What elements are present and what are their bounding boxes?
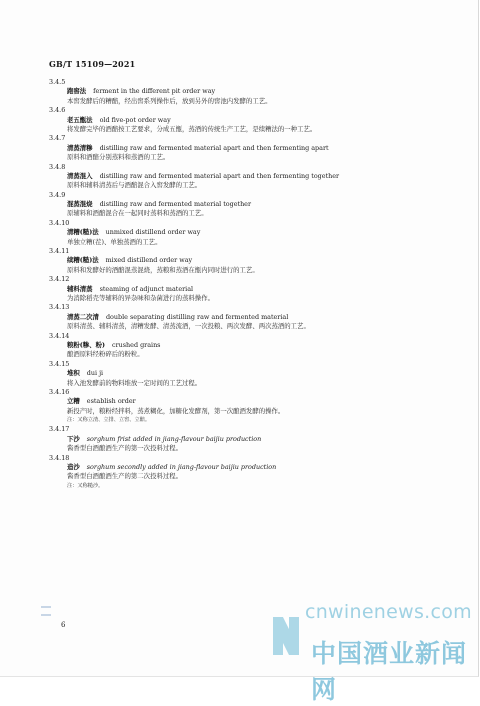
term-english: establish order <box>86 397 136 406</box>
term-chinese: 清蒸二次清 <box>67 312 99 321</box>
term-entry <box>49 247 449 275</box>
term-definition: 原料和发酵好的酒醅混蒸混烧，蒸粮和蒸酒在甑内同时进行的工艺。 <box>67 265 259 274</box>
clause-number: 3.4.10 <box>49 218 70 227</box>
term-definition: 原料和酒醅分别蒸料和蒸酒的工艺。 <box>67 153 170 162</box>
term-chinese: 辅料清蒸 <box>67 284 93 293</box>
term-definition: 原辅料和酒醅混合在一起同时蒸料和蒸酒的工艺。 <box>67 209 208 218</box>
term-english: sorghum secondly added in jiang-flavour baijiu production <box>86 463 277 472</box>
clause-number: 3.4.5 <box>49 78 66 86</box>
term-definition: 本窖发酵后的糟醅，经出窖系列操作后，放到另外的窖池内发酵的工艺。 <box>67 96 272 105</box>
clause-number: 3.4.18 <box>49 453 70 462</box>
term-note: 注：又称糙沙。 <box>67 482 104 489</box>
clause-number: 3.4.13 <box>49 303 70 312</box>
term-definition: 原料清蒸、辅料清蒸，清糟发酵、清蒸流酒，一次投粮、两次发酵、两次蒸酒的工艺。 <box>67 322 310 331</box>
term-entry <box>49 360 449 388</box>
term-chinese: 堆积 <box>67 369 80 378</box>
term-chinese: 造沙 <box>67 463 80 472</box>
term-entry <box>49 303 449 331</box>
term-english: double separating distilling raw and fermented material <box>105 312 289 321</box>
term-chinese: 清蒸混入 <box>67 171 93 180</box>
watermark-url: cnwinenews.com <box>304 601 472 623</box>
page-number: 6 <box>61 621 66 629</box>
term-chinese: 立糟 <box>67 397 80 406</box>
term-chinese: 续糟(糙)法 <box>67 256 99 265</box>
term-chinese: 清糟(糙)法 <box>67 228 99 237</box>
term-english: dui ji <box>86 369 104 378</box>
term-english: steaming of adjunct material <box>99 284 194 293</box>
watermark-logo-icon <box>269 613 303 659</box>
term-entry <box>49 275 449 303</box>
margin-mark <box>41 606 51 616</box>
term-entry <box>49 134 449 162</box>
clause-number: 3.4.15 <box>49 359 70 368</box>
term-definition: 单独立糟(茬)、单独蒸酒的工艺。 <box>67 237 162 246</box>
term-chinese: 跑窖法 <box>67 87 87 96</box>
term-entry <box>49 388 449 426</box>
term-english: distilling raw and fermented material apart and then fermenting together <box>99 171 340 180</box>
clause-number: 3.4.11 <box>49 247 70 256</box>
clause-number: 3.4.9 <box>49 190 66 199</box>
term-entry <box>49 191 449 219</box>
term-english: old five-pot order way <box>99 115 171 124</box>
clause-number: 3.4.7 <box>49 134 66 143</box>
watermark-site-name: 中国酒业新闻网 <box>311 639 468 704</box>
term-definition: 酱香型白酒酿酒生产的第二次投料过程。 <box>67 472 183 481</box>
term-english: unmixed distillend order way <box>105 228 201 237</box>
term-definition: 为消除稻壳等辅料的异杂味和杂菌进行的蒸料操作。 <box>67 293 214 302</box>
clause-number: 3.4.6 <box>49 106 66 115</box>
term-entry <box>49 163 449 191</box>
term-definition: 新投产时，粮粉经拌料，蒸煮糊化，加糖化发酵剂，第一次酿酒发酵的操作。 <box>67 406 285 415</box>
term-chinese: 粮粉(糁、粉) <box>67 340 106 349</box>
term-entry <box>49 78 449 106</box>
term-chinese: 下沙 <box>67 434 80 443</box>
term-definition: 原料和辅料清蒸后与酒醅混合入窖发酵的工艺。 <box>67 181 202 190</box>
term-entry <box>49 332 449 360</box>
term-definition: 酱香型白酒酿酒生产的第一次投料过程。 <box>67 444 183 453</box>
term-english: crushed grains <box>112 340 161 349</box>
term-entry <box>49 425 449 453</box>
clause-number: 3.4.12 <box>49 275 70 284</box>
term-english: distilling raw and fermented material apart and then fermenting apart <box>99 143 329 152</box>
term-english: sorghum frist added in jiang-flavour baijiu production <box>86 434 262 443</box>
watermark <box>259 601 474 704</box>
term-chinese: 老五甑法 <box>67 115 93 124</box>
term-english: mixed distillend order way <box>105 256 193 265</box>
term-chinese: 混蒸混烧 <box>67 200 93 209</box>
term-definition: 将入池发酵前的物料堆放一定时间的工艺过程。 <box>67 378 202 387</box>
term-definition: 酿酒原料经粉碎后的粉粒。 <box>67 350 144 359</box>
term-english: ferment in the different pit order way <box>93 87 216 96</box>
clause-number: 3.4.16 <box>49 387 70 396</box>
clause-number: 3.4.17 <box>49 425 70 434</box>
clause-number: 3.4.14 <box>49 331 70 340</box>
term-entry <box>49 106 449 134</box>
standard-header: GB/T 15109—2021 <box>49 59 136 69</box>
term-english: distilling raw and fermented material together <box>99 200 252 209</box>
clause-number: 3.4.8 <box>49 162 66 171</box>
term-note: 注：又称立渣、立排、立窖、立醅。 <box>67 417 151 424</box>
term-entry <box>49 454 449 492</box>
term-chinese: 清蒸清糁 <box>67 143 93 152</box>
term-entry <box>49 219 449 247</box>
term-definition: 将发酵完毕的酒醅按工艺要求，分成五甑，蒸酒的传统生产工艺，是续糟法的一种工艺。 <box>67 124 317 133</box>
terms-list <box>49 78 449 491</box>
